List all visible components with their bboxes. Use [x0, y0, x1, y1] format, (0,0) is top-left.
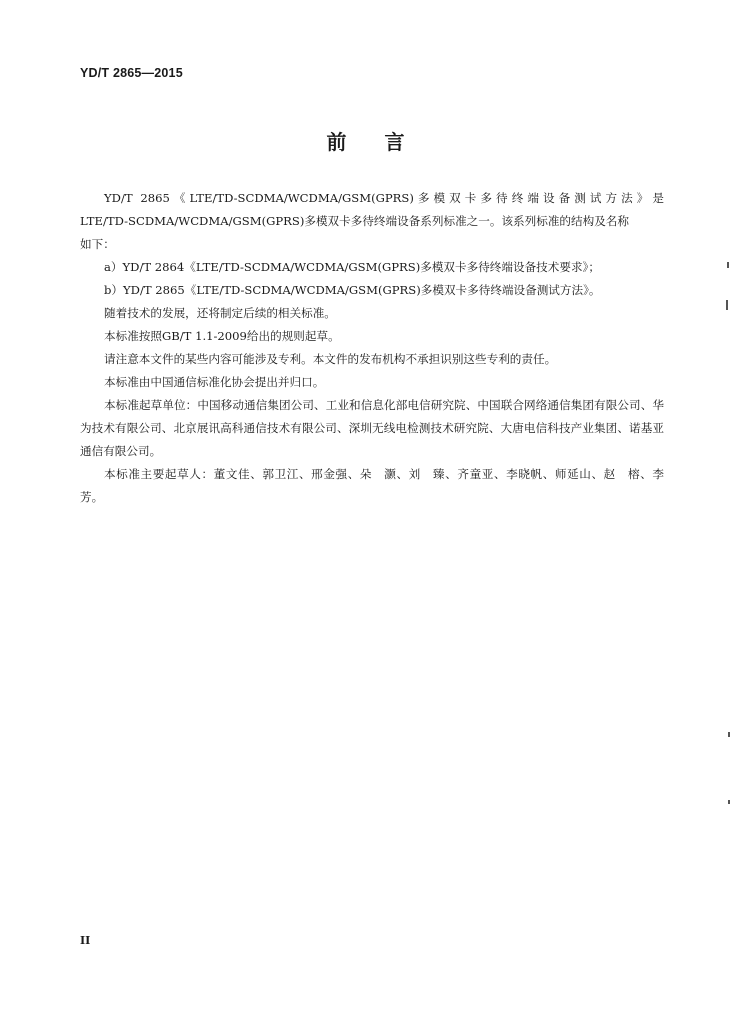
page-title: 前言 — [326, 130, 443, 154]
scan-mark — [726, 300, 728, 310]
list-item-a: a）YD/T 2864《LTE/TD-SCDMA/WCDMA/GSM(GPRS)多模双卡多待终端设备技术要求》； — [104, 260, 600, 274]
page-number: II — [80, 934, 91, 947]
patent-notice-paragraph: 请注意本文件的某些内容可能涉及专利。本文件的发布机构不承担识别这些专利的责任。 — [104, 352, 557, 366]
list-item-b: b）YD/T 2865《LTE/TD-SCDMA/WCDMA/GSM(GPRS)多模双卡多待终端设备测试方法》。 — [104, 283, 601, 297]
proposer-paragraph: 本标准由中国通信标准化协会提出并归口。 — [104, 375, 325, 389]
document-code: YD/T 2865—2015 — [80, 66, 183, 80]
intro-paragraph-line3: 如下： — [80, 237, 115, 251]
intro-paragraph-line1: YD/T 2865《LTE/TD-SCDMA/WCDMA/GSM(GPRS)多模双卡多待终端设备测试方法》是 — [104, 191, 664, 205]
drafting-rules-paragraph: 本标准按照GB/T 1.1-2009给出的规则起草。 — [104, 329, 340, 343]
drafting-units-paragraph: 本标准起草单位：中国移动通信集团公司、工业和信息化部电信研究院、中国联合网络通信集团有限公司、华为技术有限公司、北京展讯高科通信技术有限公司、深圳无线电检测技术研究院、大唐电信科技产业集团、诺基亚通信有限公司。 — [80, 398, 664, 458]
scan-mark — [728, 732, 730, 737]
future-standards-paragraph: 随着技术的发展，还将制定后续的相关标准。 — [104, 306, 336, 320]
foreword-body — [80, 187, 676, 509]
intro-paragraph-line2: LTE/TD-SCDMA/WCDMA/GSM(GPRS)多模双卡多待终端设备系列标准之一。该系列标准的结构及名称 — [80, 214, 629, 228]
scan-mark — [728, 800, 730, 804]
scan-mark — [727, 262, 729, 268]
drafters-paragraph: 本标准主要起草人：董文佳、郭卫江、邢金强、朵 灏、刘 臻、齐童亚、李晓帆、师延山、赵 榕、李 芳。 — [80, 467, 676, 504]
